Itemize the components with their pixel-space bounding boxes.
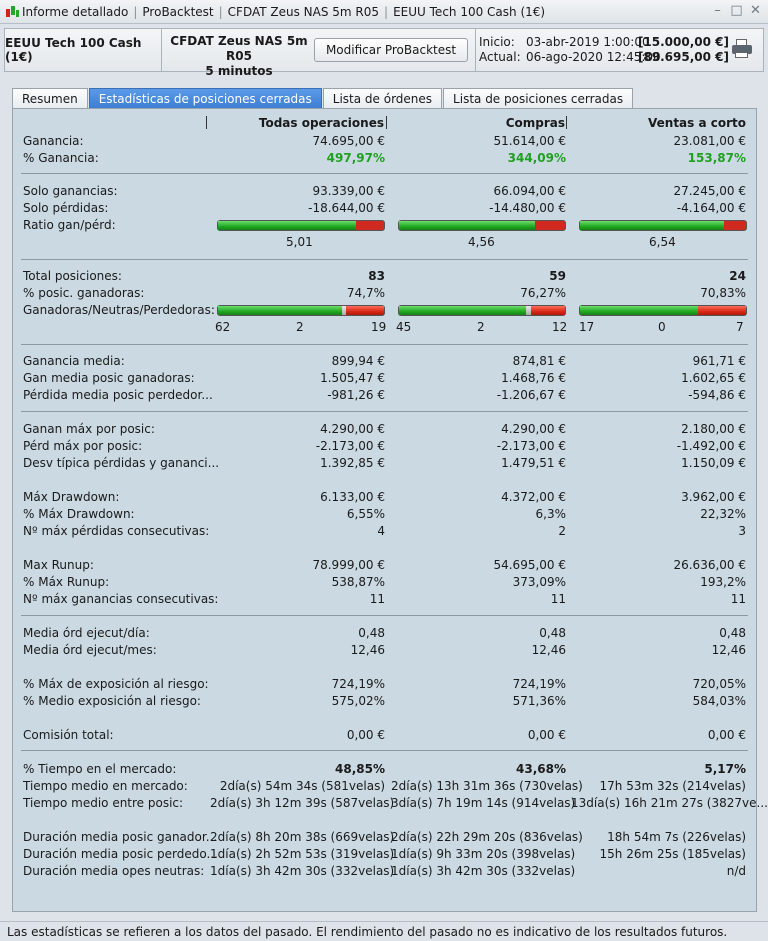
window-title-instrument: EEUU Tech 100 Cash (1€) xyxy=(393,4,546,19)
stat-row-tiempo-medio-entre-posic xyxy=(13,795,768,812)
stat-value-ventas: 1.602,65 € xyxy=(681,371,746,385)
stat-value-todas: 78.999,00 € xyxy=(312,558,385,572)
stat-value-compras: 3día(s) 7h 19m 14s (914velas) xyxy=(391,796,576,810)
stat-value-todas: 899,94 € xyxy=(331,354,385,368)
stat-value-todas: 4.290,00 € xyxy=(320,422,385,436)
stat-label: % Ganancia: xyxy=(23,151,99,165)
stat-value-ventas: 3.962,00 € xyxy=(681,490,746,504)
stat-value-todas: 1.505,47 € xyxy=(320,371,385,385)
stat-label: % posic. ganadoras: xyxy=(23,286,145,300)
gnp-neutral-todas: 2 xyxy=(296,320,304,334)
stat-value-compras: 6,3% xyxy=(535,507,566,521)
stat-value-ventas: 961,71 € xyxy=(692,354,746,368)
window-title-module: ProBacktest xyxy=(142,4,214,19)
gnp-bar-compras xyxy=(398,305,566,316)
stat-value-compras: 2día(s) 22h 29m 20s (836velas) xyxy=(391,830,583,844)
stat-value-compras: 874,81 € xyxy=(512,354,566,368)
stat-value-todas: 83 xyxy=(368,269,385,283)
stat-value-compras: 1.468,76 € xyxy=(501,371,566,385)
start-amount: [15.000,00 €] xyxy=(637,35,729,49)
stat-value-ventas: 2.180,00 € xyxy=(681,422,746,436)
stat-value-compras: 571,36% xyxy=(512,694,566,708)
stat-value-todas: 4 xyxy=(377,524,385,538)
stat-value-todas: 48,85% xyxy=(335,762,385,776)
stat-row-gan-media-ganadoras xyxy=(13,370,758,387)
stat-label: % Máx de exposición al riesgo: xyxy=(23,677,209,691)
stat-value-todas: 93.339,00 € xyxy=(312,184,385,198)
stat-value-compras: 2 xyxy=(558,524,566,538)
tab-lista-ordenes[interactable]: Lista de órdenes xyxy=(323,88,442,108)
stat-value-ventas: 13día(s) 16h 21m 27s (3827ve... xyxy=(571,796,768,810)
stat-label: Ganadoras/Neutras/Perdedoras: xyxy=(23,303,215,317)
stat-value-compras: 1día(s) 3h 42m 30s (332velas) xyxy=(391,864,576,878)
tab-resumen[interactable]: Resumen xyxy=(12,88,88,108)
title-separator: | xyxy=(133,4,138,19)
stat-value-ventas: n/d xyxy=(726,864,746,878)
gnp-losers-compras: 12 xyxy=(552,320,568,334)
stat-row-max-perdidas-consecutivas xyxy=(13,523,758,540)
stat-label: Comisión total: xyxy=(23,728,114,742)
stat-value-todas: 575,02% xyxy=(331,694,385,708)
column-divider xyxy=(566,116,567,129)
stat-value-compras: 12,46 xyxy=(531,643,566,657)
stat-value-ventas: 26.636,00 € xyxy=(673,558,746,572)
header-divider xyxy=(475,29,476,71)
stat-value-compras: 2día(s) 13h 31m 36s (730velas) xyxy=(391,779,583,793)
stat-value-compras: 1día(s) 9h 33m 20s (398velas) xyxy=(391,847,576,861)
stat-row-total-posiciones xyxy=(13,268,758,285)
stat-value-ventas: 12,46 xyxy=(711,643,746,657)
ratio-bar-todas xyxy=(217,220,385,231)
date-range xyxy=(479,35,729,65)
stat-value-ventas: -1.492,00 € xyxy=(676,439,746,453)
stat-value-compras: 0,00 € xyxy=(527,728,566,742)
stat-value-ventas: 22,32% xyxy=(700,507,746,521)
stat-row-ganancia-media xyxy=(13,353,758,370)
stat-value-ventas: 27.245,00 € xyxy=(673,184,746,198)
stat-label: % Tiempo en el mercado: xyxy=(23,762,177,776)
stat-value-todas: 1.392,85 € xyxy=(320,456,385,470)
stat-row-perd-max xyxy=(13,438,758,455)
section-divider xyxy=(21,173,748,174)
stat-value-todas: 497,97% xyxy=(326,151,385,165)
stat-value-todas: 2día(s) 54m 34s (581velas) xyxy=(219,779,385,793)
ratio-value-ventas: 6,54 xyxy=(649,235,676,249)
stat-label: Ganancia: xyxy=(23,134,84,148)
stat-label: Nº máx ganancias consecutivas: xyxy=(23,592,219,606)
stat-row-media-ordenes-mes xyxy=(13,642,758,659)
stat-value-compras: 76,27% xyxy=(520,286,566,300)
stat-row-perdida-media xyxy=(13,387,758,404)
stat-value-compras: 373,09% xyxy=(512,575,566,589)
window-controls xyxy=(711,3,762,19)
stat-row-medio-exposicion xyxy=(13,693,758,710)
section-divider xyxy=(21,750,748,751)
title-separator: | xyxy=(384,4,389,19)
stat-row-ganan-max xyxy=(13,421,758,438)
stat-value-todas: 538,87% xyxy=(331,575,385,589)
stat-row-max-drawdown xyxy=(13,489,758,506)
gnp-losers-todas: 19 xyxy=(371,320,387,334)
section-divider xyxy=(21,411,748,412)
stat-row-desv-tipica xyxy=(13,455,758,472)
stat-value-ventas: -594,86 € xyxy=(688,388,746,402)
stat-value-compras: -1.206,67 € xyxy=(496,388,566,402)
stat-value-ventas: 70,83% xyxy=(700,286,746,300)
title-separator: | xyxy=(218,4,223,19)
stat-row-pct-max-drawdown xyxy=(13,506,758,523)
stat-label: Max Runup: xyxy=(23,558,94,572)
stat-label: Desv típica pérdidas y gananci... xyxy=(23,456,220,470)
gnp-neutral-compras: 2 xyxy=(477,320,485,334)
stat-row-max-ganancias-consecutivas xyxy=(13,591,758,608)
timeframe: 5 minutos xyxy=(205,64,273,78)
stat-label: Solo pérdidas: xyxy=(23,201,109,215)
column-divider xyxy=(206,116,207,129)
stat-value-compras: 344,09% xyxy=(507,151,566,165)
stat-value-compras: 4.290,00 € xyxy=(501,422,566,436)
strategy-info xyxy=(163,34,315,79)
stat-label: Tiempo medio entre posic: xyxy=(23,796,184,810)
stat-value-ventas: 584,03% xyxy=(692,694,746,708)
stat-value-compras: -14.480,00 € xyxy=(489,201,566,215)
stat-value-todas: 12,46 xyxy=(350,643,385,657)
column-header-row xyxy=(13,115,758,132)
column-divider xyxy=(386,116,387,129)
stat-row-duracion-ganadoras xyxy=(13,829,758,846)
stat-value-todas: 1día(s) 3h 42m 30s (332velas) xyxy=(210,864,395,878)
gnp-neutral-ventas: 0 xyxy=(658,320,666,334)
stat-value-ventas: 153,87% xyxy=(687,151,746,165)
stat-value-compras: 51.614,00 € xyxy=(493,134,566,148)
stat-row-media-ordenes-dia xyxy=(13,625,758,642)
stat-value-todas: 74,7% xyxy=(346,286,385,300)
ratio-value-compras: 4,56 xyxy=(468,235,495,249)
stat-value-compras: 1.479,51 € xyxy=(501,456,566,470)
current-amount: [89.695,00 €] xyxy=(637,50,729,64)
stat-label: Nº máx pérdidas consecutivas: xyxy=(23,524,210,538)
window-title-report: Informe detallado xyxy=(22,4,129,19)
stat-value-ventas: 193,2% xyxy=(700,575,746,589)
stat-row-pct-ganancia xyxy=(13,150,758,167)
stat-label: Ganan máx por posic: xyxy=(23,422,155,436)
stat-value-ventas: 24 xyxy=(729,269,746,283)
stat-value-compras: 54.695,00 € xyxy=(493,558,566,572)
stat-value-ventas: 0,00 € xyxy=(707,728,746,742)
strategy-name: CFDAT Zeus NAS 5m R05 xyxy=(170,34,308,63)
print-icon[interactable] xyxy=(731,39,753,59)
stat-value-todas: 6,55% xyxy=(346,507,385,521)
stat-label: % Medio exposición al riesgo: xyxy=(23,694,201,708)
stat-label: Duración media posic perdedo... xyxy=(23,847,218,861)
stat-value-todas: -18.644,00 € xyxy=(308,201,385,215)
stat-value-todas: 2día(s) 3h 12m 39s (587velas) xyxy=(210,796,395,810)
stat-label: Gan media posic ganadoras: xyxy=(23,371,195,385)
gnp-bar-ventas xyxy=(579,305,747,316)
stat-value-ventas: 18h 54m 7s (226velas) xyxy=(607,830,746,844)
stat-value-todas: 1día(s) 2h 52m 53s (319velas) xyxy=(210,847,395,861)
gnp-winners-ventas: 17 xyxy=(579,320,595,334)
gnp-losers-ventas: 7 xyxy=(736,320,744,334)
stat-label: % Máx Runup: xyxy=(23,575,110,589)
stat-label: Total posiciones: xyxy=(23,269,122,283)
gnp-winners-todas: 62 xyxy=(215,320,231,334)
stat-value-ventas: 1.150,09 € xyxy=(681,456,746,470)
stat-value-ventas: 15h 26m 25s (185velas) xyxy=(599,847,746,861)
stat-value-compras: 11 xyxy=(550,592,566,606)
stat-value-compras: 66.094,00 € xyxy=(493,184,566,198)
ratio-bar-ventas xyxy=(579,220,747,231)
candlestick-app-icon xyxy=(5,5,19,19)
disclaimer-footer: Las estadísticas se refieren a los datos del pasado. El rendimiento del pasado no es indicativo de los resultados futuros. xyxy=(0,921,768,941)
stat-value-ventas: -4.164,00 € xyxy=(676,201,746,215)
current-date: 06-ago-2020 12:45:00 xyxy=(525,50,661,64)
stat-label: Pérd máx por posic: xyxy=(23,439,143,453)
stat-value-todas: -2.173,00 € xyxy=(315,439,385,453)
ratio-value-todas: 5,01 xyxy=(286,235,313,249)
start-date: 03-abr-2019 1:00:00 xyxy=(525,35,650,49)
gnp-bar-todas xyxy=(217,305,385,316)
stat-row-max-runup xyxy=(13,557,758,574)
stat-value-todas: -981,26 € xyxy=(327,388,385,402)
stat-value-ventas: 11 xyxy=(730,592,746,606)
instrument-name: EEUU Tech 100 Cash (1€) xyxy=(5,29,162,71)
stat-row-solo-ganancias xyxy=(13,183,758,200)
title-bar xyxy=(0,0,768,24)
stat-row-duracion-perdedoras xyxy=(13,846,758,863)
stat-value-todas: 0,48 xyxy=(358,626,385,640)
stat-row-ganancia xyxy=(13,133,758,150)
stat-row-pct-ganadoras xyxy=(13,285,758,302)
ratio-bar-compras xyxy=(398,220,566,231)
stat-value-compras: 724,19% xyxy=(512,677,566,691)
stat-value-ventas: 3 xyxy=(738,524,746,538)
stat-label: Máx Drawdown: xyxy=(23,490,120,504)
statistics-panel xyxy=(12,108,768,912)
stat-row-duracion-neutras xyxy=(13,863,758,880)
stat-row-comision-total xyxy=(13,727,758,744)
column-header-compras: Compras xyxy=(505,116,565,130)
stat-value-compras: 0,48 xyxy=(539,626,566,640)
maximize-icon[interactable]: □ xyxy=(730,3,743,18)
window-title-strategy: CFDAT Zeus NAS 5m R05 xyxy=(227,4,380,19)
stat-value-ventas: 23.081,00 € xyxy=(673,134,746,148)
stat-value-ventas: 720,05% xyxy=(692,677,746,691)
report-header xyxy=(4,28,764,78)
stat-label: Solo ganancias: xyxy=(23,184,118,198)
stat-row-tiempo-medio-mercado xyxy=(13,778,758,795)
stat-row-pct-tiempo-mercado xyxy=(13,761,758,778)
minimize-icon[interactable]: – xyxy=(714,3,721,18)
tab-estadisticas-posiciones-cerradas[interactable]: Estadísticas de posiciones cerradas xyxy=(89,88,322,108)
stat-value-todas: 0,00 € xyxy=(346,728,385,742)
stat-value-compras: 59 xyxy=(549,269,566,283)
section-divider xyxy=(21,615,748,616)
column-header-todas: Todas operaciones xyxy=(258,116,384,130)
stat-label: % Máx Drawdown: xyxy=(23,507,135,521)
stat-value-ventas: 17h 53m 32s (214velas) xyxy=(599,779,746,793)
section-divider xyxy=(21,344,748,345)
stat-label: Tiempo medio en mercado: xyxy=(23,779,188,793)
tab-bar xyxy=(12,88,634,108)
stat-value-compras: -2.173,00 € xyxy=(496,439,566,453)
stat-value-todas: 74.695,00 € xyxy=(312,134,385,148)
stat-label: Media órd ejecut/día: xyxy=(23,626,150,640)
stat-value-todas: 11 xyxy=(369,592,385,606)
stat-label: Duración media posic ganador... xyxy=(23,830,218,844)
stat-row-max-exposicion xyxy=(13,676,758,693)
current-label: Actual: xyxy=(479,50,521,64)
stat-row-pct-max-runup xyxy=(13,574,758,591)
column-header-ventas: Ventas a corto xyxy=(648,116,746,130)
stat-value-todas: 6.133,00 € xyxy=(320,490,385,504)
stat-value-ventas: 5,17% xyxy=(704,762,746,776)
stat-label: Ratio gan/pérd: xyxy=(23,218,116,232)
stat-label: Duración media opes neutras: xyxy=(23,864,205,878)
tab-lista-posiciones-cerradas[interactable]: Lista de posiciones cerradas xyxy=(443,88,633,108)
stat-value-todas: 2día(s) 8h 20m 38s (669velas) xyxy=(210,830,395,844)
stat-label: Pérdida media posic perdedor... xyxy=(23,388,213,402)
close-icon[interactable]: ✕ xyxy=(750,3,761,18)
stat-value-todas: 724,19% xyxy=(331,677,385,691)
modify-probacktest-button[interactable]: Modificar ProBacktest xyxy=(314,38,468,62)
stat-row-solo-perdidas xyxy=(13,200,758,217)
stat-value-compras: 4.372,00 € xyxy=(501,490,566,504)
start-label: Inicio: xyxy=(479,35,515,49)
stat-label: Media órd ejecut/mes: xyxy=(23,643,157,657)
section-divider xyxy=(21,259,748,260)
stat-label: Ganancia media: xyxy=(23,354,125,368)
gnp-winners-compras: 45 xyxy=(396,320,412,334)
stat-value-ventas: 0,48 xyxy=(719,626,746,640)
stat-value-compras: 43,68% xyxy=(516,762,566,776)
